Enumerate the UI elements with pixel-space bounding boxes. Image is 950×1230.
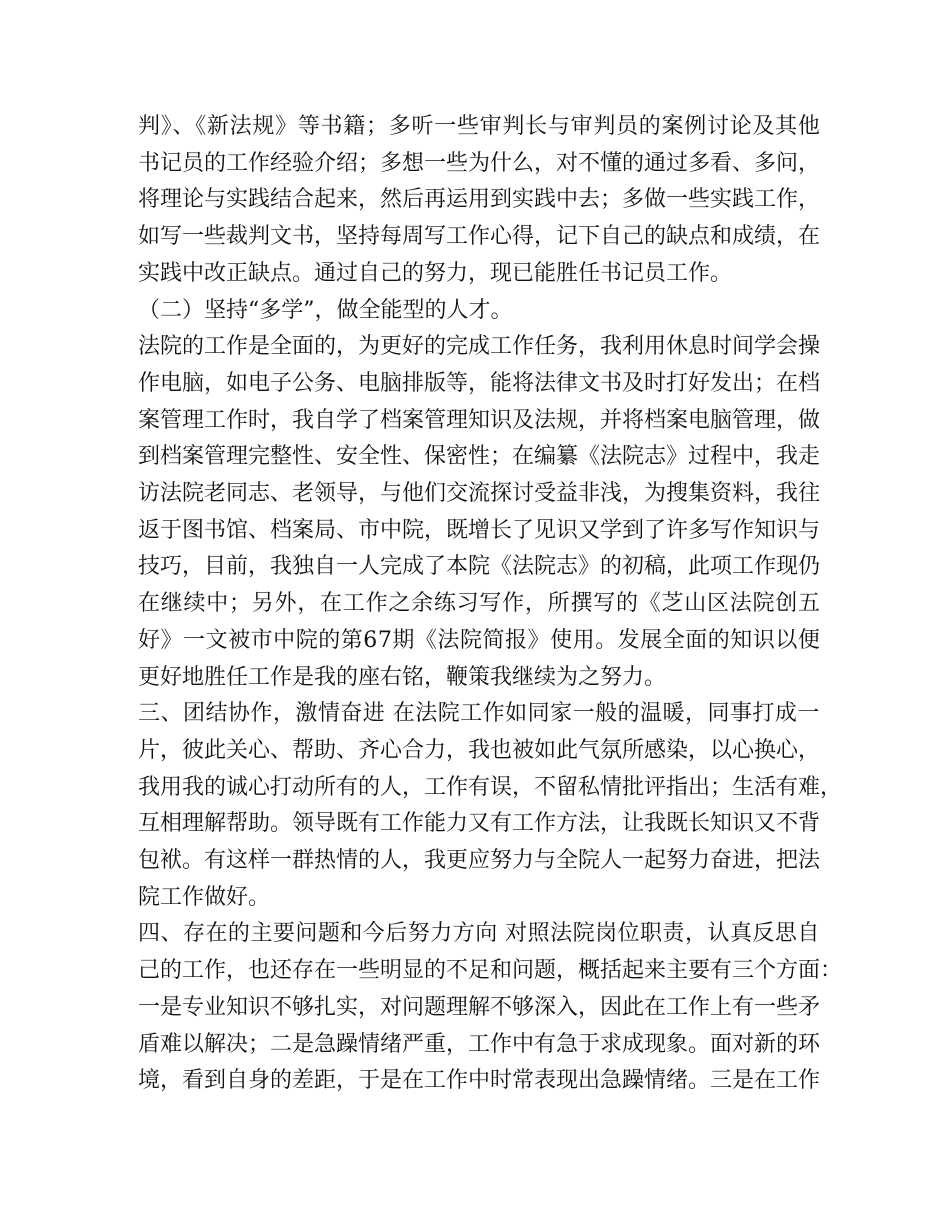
text-line: 己的工作，也还存在一些明显的不足和问题，概括起来主要有三个方面： [138, 958, 843, 984]
text-line: 书记员的工作经验介绍；多想一些为什么，对不懂的通过多看、多问， [138, 150, 821, 176]
text-line: 我用我的诚心打动所有的人，工作有误，不留私情批评指出；生活有难， [138, 774, 843, 800]
text-line: 境，看到自身的差距，于是在工作中时常表现出急躁情绪。三是在工作 [138, 1068, 821, 1094]
text-line: 法院的工作是全面的，为更好的完成工作任务，我利用休息时间学会操 [138, 334, 821, 360]
section-heading: 四、存在的主要问题和今后努力方向 对照法院岗位职责，认真反思自 [138, 921, 820, 947]
text-line: 更好地胜任工作是我的座右铭，鞭策我继续为之努力。 [138, 664, 667, 690]
text-line: 院工作做好。 [138, 884, 271, 910]
text-line: 访法院老同志、老领导，与他们交流探讨受益非浅，为搜集资料，我往 [138, 481, 821, 506]
text-line: 判》、《新法规》等书籍；多听一些审判长与审判员的案例讨论及其他 [138, 114, 821, 139]
text-line: 一是专业知识不够扎实，对问题理解不够深入，因此在工作上有一些矛 [138, 994, 821, 1020]
text-line: 在继续中；另外，在工作之余练习写作，所撰写的《芝山区法院创五 [138, 591, 821, 617]
text-line: 到档案管理完整性、安全性、保密性；在编纂《法院志》过程中，我走 [138, 444, 821, 470]
text-line: 技巧，目前，我独自一人完成了本院《法院志》的初稿，此项工作现仍 [138, 554, 821, 580]
text-line: 盾难以解决；二是急躁情绪严重，工作中有急于求成现象。面对新的环 [138, 1031, 821, 1057]
text-line: 如写一些裁判文书，坚持每周写工作心得，记下自己的缺点和成绩，在 [138, 224, 821, 250]
text-line: 作电脑，如电子公务、电脑排版等，能将法律文书及时打好发出；在档 [138, 370, 821, 396]
text-line: 案管理工作时，我自学了档案管理知识及法规，并将档案电脑管理，做 [138, 407, 821, 433]
text-line: 互相理解帮助。领导既有工作能力又有工作方法，让我既长知识又不背 [138, 811, 821, 837]
section-heading: 三、团结协作，激情奋进 在法院工作如同家一般的温暖，同事打成一 [138, 701, 820, 727]
section-heading: （二）坚持“多学”，做全能型的人才。 [138, 297, 513, 323]
text-line: 返于图书馆、档案局、市中院，既增长了见识又学到了许多写作知识与 [138, 517, 821, 543]
text-line: 将理论与实践结合起来，然后再运用到实践中去；多做一些实践工作， [138, 187, 821, 213]
text-line: 好》一文被市中院的第67期《法院简报》使用。发展全面的知识以便 [138, 627, 821, 653]
text-line: 片，彼此关心、帮助、齐心合力，我也被如此气氛所感染，以心换心， [138, 737, 821, 763]
text-line: 实践中改正缺点。通过自己的努力，现已能胜任书记员工作。 [138, 260, 733, 286]
text-line: 包袱。有这样一群热情的人，我更应努力与全院人一起努力奋进，把法 [138, 848, 821, 873]
